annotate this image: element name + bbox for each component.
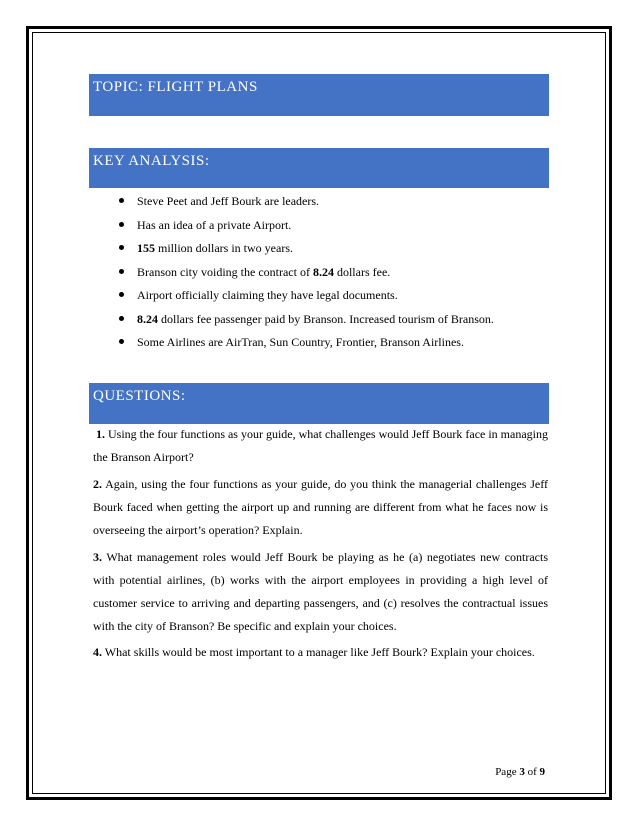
- list-item: [108, 240, 548, 264]
- question-number: 3.: [93, 550, 102, 564]
- page-label: Page: [495, 766, 520, 778]
- list-item-text: Airport officially claiming they have legal documents.: [137, 288, 398, 302]
- question-4: [93, 641, 548, 664]
- list-item: [108, 311, 548, 335]
- page-of: of: [524, 766, 540, 778]
- bullet-icon: [119, 269, 124, 274]
- question-number: 1.: [96, 427, 105, 441]
- bullet-icon: [119, 245, 124, 250]
- key-analysis-heading-band: [89, 148, 549, 188]
- list-item-bold: 8.24: [137, 311, 158, 326]
- bullet-icon: [119, 339, 124, 344]
- questions-heading: QUESTIONS:: [93, 388, 186, 404]
- question-number: 2.: [93, 477, 102, 491]
- list-item-bold: 155: [137, 241, 155, 255]
- list-item-text: Some Airlines are AirTran, Sun Country, Frontier, Branson Airlines.: [137, 335, 464, 349]
- question-text: What skills would be most important to a manager like Jeff Bourk? Explain your choices.: [102, 645, 535, 659]
- page-number: [495, 766, 545, 778]
- list-item: [108, 193, 548, 217]
- question-number: 4.: [93, 645, 102, 659]
- list-item-text: Has an idea of a private Airport.: [137, 217, 292, 232]
- list-item: [108, 217, 548, 241]
- list-item-text: Steve Peet and Jeff Bourk are leaders.: [137, 194, 320, 208]
- question-3: [93, 546, 548, 638]
- list-item: [108, 264, 548, 288]
- bullet-icon: [119, 198, 124, 203]
- page-total: 9: [539, 766, 545, 778]
- question-text: Using the four functions as your guide, what challenges would Jeff Bourk face in managing the Branson Airport?: [93, 427, 549, 464]
- key-analysis-heading: KEY ANALYSIS:: [93, 153, 210, 169]
- list-item: [108, 334, 548, 358]
- bullet-icon: [119, 316, 124, 321]
- list-item-text: million dollars in two years.: [155, 241, 293, 255]
- list-item-bold: 8.24: [312, 264, 334, 279]
- question-1: [93, 423, 548, 469]
- list-item-text-pre: Branson city voiding the contract of: [137, 264, 313, 279]
- topic-heading-band: [89, 74, 549, 116]
- page-current: 3: [519, 766, 525, 778]
- bullet-icon: [119, 222, 124, 227]
- question-text: What management roles would Jeff Bourk be playing as he (a) negotiates new contracts with potential airlines, (b) works with the airport employees in providing a high level of customer service to arriving and departing passengers, and (c) resolves the contractual issues with the city of Branson? Be specific and explain your choices.: [93, 550, 548, 633]
- topic-heading: TOPIC: FLIGHT PLANS: [93, 79, 258, 95]
- list-item-text: dollars fee.: [333, 264, 391, 279]
- question-text: Again, using the four functions as your guide, do you think the managerial challenges Jeff Bourk faced when getting the airport up and running are different from what he faces now is overseeing the airport’s operation? Explain.: [93, 477, 548, 537]
- list-item-text: dollars fee passenger paid by Branson. Increased tourism of Branson.: [158, 311, 494, 326]
- key-analysis-list: [108, 193, 548, 358]
- questions-heading-band: [89, 383, 549, 424]
- question-2: [93, 473, 548, 542]
- bullet-icon: [119, 292, 124, 297]
- list-item: [108, 287, 548, 311]
